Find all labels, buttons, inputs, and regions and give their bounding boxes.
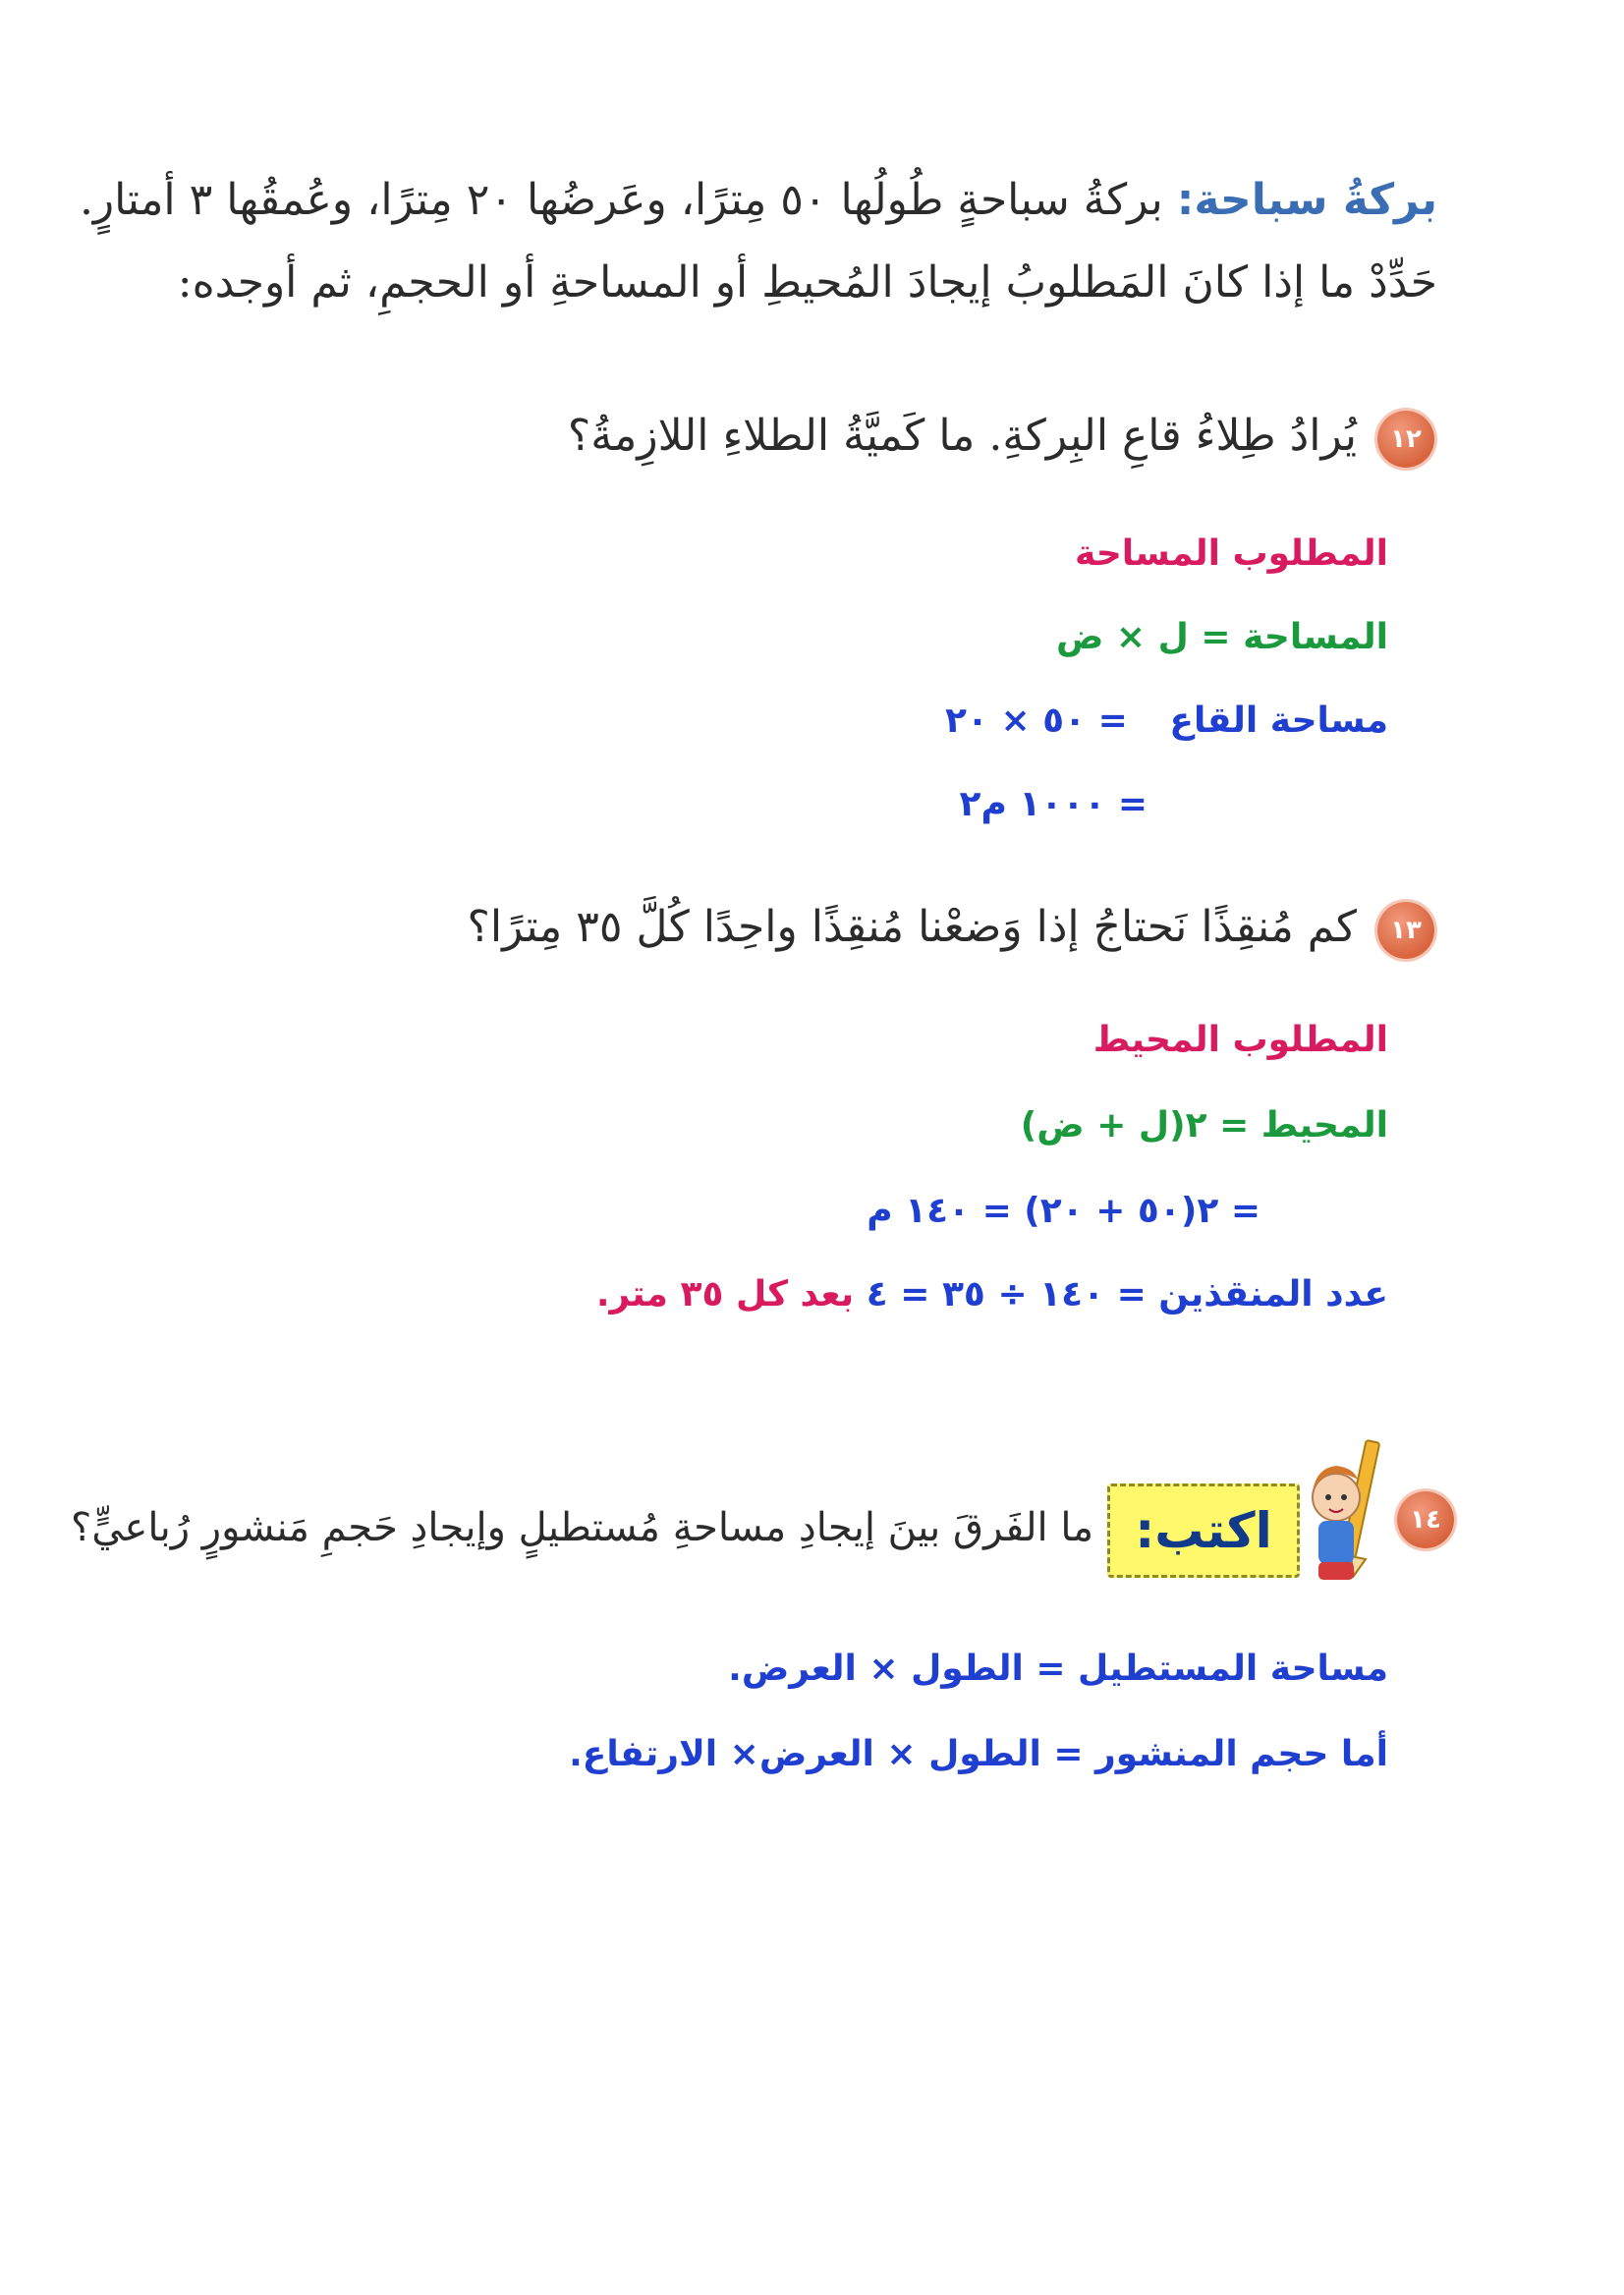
- intro-line: [80, 175, 1437, 225]
- q13-count-label: عدد المنقذين = ١٤٠ ÷ ٣٥ = ٤: [866, 1274, 1388, 1315]
- q13-count-suffix: بعد كل ٣٥ متر.: [595, 1274, 867, 1315]
- q13-calc: = ٢(٥٠ + ٢٠) = ١٤٠ م: [867, 1191, 1260, 1231]
- q12-area-line: [945, 700, 1388, 741]
- question-14-text: ما الفَرقَ بينَ إيجادِ مساحةِ مُستطيلٍ وإيجادِ حَجمِ مَنشورٍ رُباعيٍّ؟: [70, 1505, 1093, 1550]
- q13-formula: المحيط = ٢(ل + ض): [1020, 1105, 1388, 1146]
- writing-kid-icon: [1297, 1436, 1387, 1584]
- q12-required: المطلوب المساحة: [1075, 533, 1388, 574]
- question-13-number: ١٣: [1377, 902, 1434, 959]
- q12-result-text: = ١٠٠٠ م٢: [959, 784, 1148, 824]
- question-12-number: ١٢: [1377, 411, 1434, 468]
- q12-result: [960, 784, 1148, 824]
- question-14-number: ١٤: [1397, 1491, 1454, 1548]
- question-12-text: يُرادُ طِلاءُ قاعِ البِركةِ. ما كَميَّةُ الطلاءِ اللازِمةُ؟: [567, 411, 1357, 461]
- write-badge: اكتب:: [1107, 1483, 1300, 1578]
- intro-instruction: حَدِّدْ ما إذا كانَ المَطلوبُ إيجادَ المُحيطِ أو المساحةِ أو الحجمِ، ثم أوجده:: [177, 257, 1437, 308]
- q14-answer-1: مساحة المستطيل = الطول × العرض.: [728, 1649, 1388, 1689]
- q13-count-line: [596, 1274, 1388, 1315]
- intro-lead: بركةُ سباحة:: [1176, 175, 1437, 225]
- q12-formula: المساحة = ل × ض: [1055, 617, 1388, 657]
- q12-area-label: مساحة القاع: [1169, 700, 1388, 741]
- q14-answer-2: أما حجم المنشور = الطول × العرض× الارتفاع.: [569, 1734, 1388, 1774]
- q12-area-expr: = ٥٠ × ٢٠: [944, 700, 1128, 741]
- intro-text: بركةُ سباحةٍ طُولُها ٥٠ مِترًا، وعَرضُها ٢٠ مِترًا، وعُمقُها ٣ أمتارٍ.: [79, 175, 1177, 225]
- question-13-text: كم مُنقِذًا نَحتاجُ إذا وَضعْنا مُنقِذًا واحِدًا كُلَّ ٣٥ مِترًا؟: [467, 902, 1357, 952]
- q13-required: المطلوب المحيط: [1092, 1020, 1388, 1060]
